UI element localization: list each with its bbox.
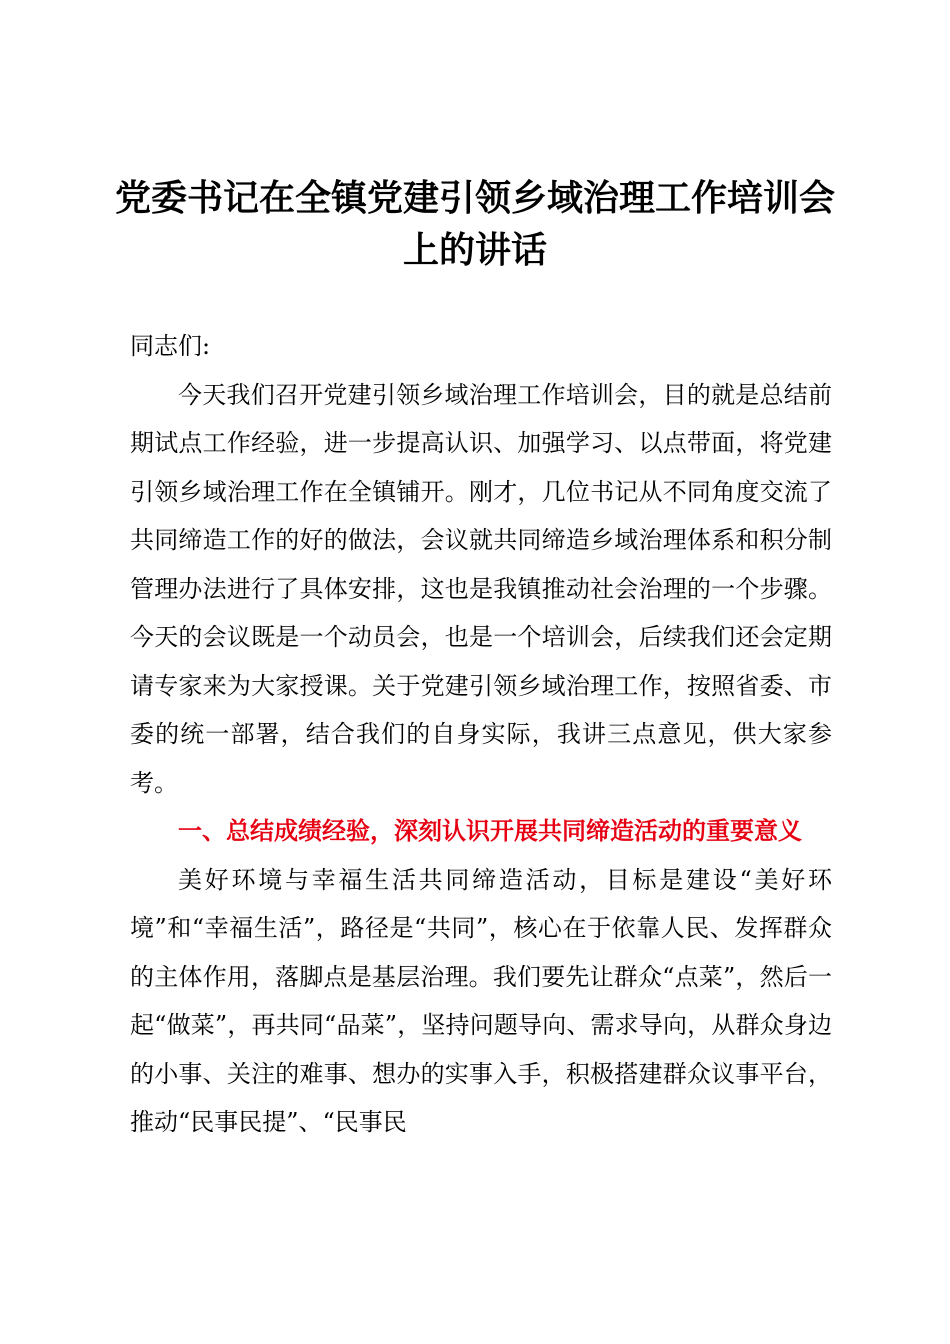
document-title: 党委书记在全镇党建引领乡域治理工作培训会上的讲话 — [114, 177, 835, 271]
section-heading: 一、总结成绩经验，深刻认识开展共同缔造活动的重要意义 — [178, 817, 802, 845]
salutation: 同志们: — [130, 332, 211, 360]
intro-paragraph: 今天我们召开党建引领乡域治理工作培训会，目的就是总结前期试点工作经验，进一步提高认识、加强学习、以点带面，将党建引领乡域治理工作在全镇铺开。刚才，几位书记从不同角度交流了共同缔造工作的好的做法，会议就共同缔造乡域治理体系和积分制管理办法进行了具体安排，这也是我镇推动社会治理的一个步骤。今天的会议既是一个动员会，也是一个培训会，后续我们还会定期请专家来为大家授课。关于党建引领乡域治理工作，按照省委、市委的统一部署，结合我们的自身实际，我讲三点意见，供大家参考。 — [130, 380, 832, 797]
section-paragraph: 美好环境与幸福生活共同缔造活动，目标是建设“美好环境”和“幸福生活”，路径是“共同”，核心在于依靠人民、发挥群众的主体作用，落脚点是基层治理。我们要先让群众“点菜”，然后一起“做菜”，再共同“品菜”，坚持问题导向、需求导向，从群众身边的小事、关注的难事、想办的实事入手，积极搭建群众议事平台，推动“民事民提”、“民事民 — [130, 865, 832, 1136]
document-body — [130, 322, 832, 1147]
